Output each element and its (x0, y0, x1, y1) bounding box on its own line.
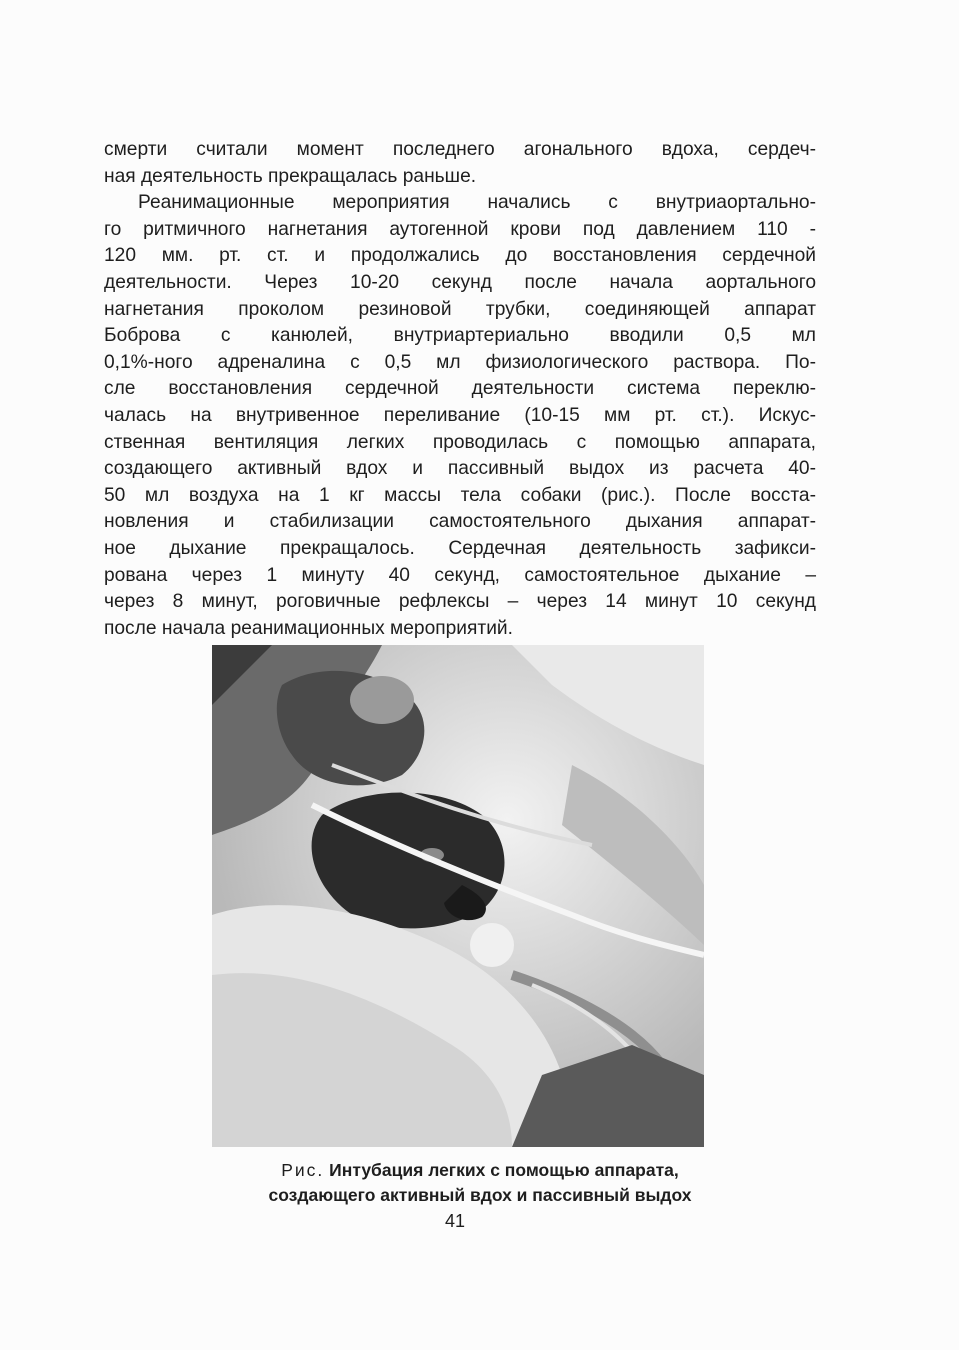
text-line: нагнетания проколом резиновой трубки, соединяющей аппарат (104, 298, 816, 320)
intubation-photo-illustration (212, 645, 704, 1147)
text-line: рована через 1 минуту 40 секунд, самостоятельное дыхание – (104, 564, 816, 586)
text-line: ственная вентиляция легких проводилась с помощью аппарата, (104, 431, 816, 453)
text-line: ное дыхание прекращалось. Сердечная деятельность зафикси- (104, 537, 816, 559)
text-line: 0,1%-ного адреналина с 0,5 мл физиологического раствора. По- (104, 351, 816, 373)
page-number: 41 (444, 1211, 466, 1231)
body-text (104, 137, 816, 642)
text-line: смерти считали момент последнего агонального вдоха, сердеч- (104, 139, 816, 160)
figure-caption (150, 1158, 810, 1208)
text-line: 120 мм. рт. ст. и продолжались до восстановления сердечной (104, 245, 816, 267)
text-line: деятельности. Через 10-20 секунд после начала аортального (104, 271, 816, 293)
text-line: создающего активный вдох и пассивный выдох из расчета 40- (104, 458, 816, 480)
text-line: 50 мл воздуха на 1 кг массы тела собаки (рис.). После восста- (104, 484, 816, 506)
text-line: Реанимационные мероприятия начались с внутриаортально- (138, 192, 816, 214)
caption-title-line-1: Интубация легких с помощью аппарата, (329, 1160, 679, 1180)
text-line: чалась на внутривенное переливание (10-15 мм рт. ст.). Искус- (104, 404, 816, 426)
caption-label: Рис. (281, 1160, 325, 1180)
figure-photo (212, 645, 704, 1147)
text-line: Боброва с канюлей, внутриартериально вводили 0,5 мл (104, 325, 816, 347)
text-line: сле восстановления сердечной деятельности система переклю- (104, 378, 816, 400)
text-line: после начала реанимационных мероприятий. (104, 617, 513, 639)
text-line: новления и стабилизации самостоятельного дыхания аппарат- (104, 511, 816, 533)
text-line: ная деятельность прекращалась раньше. (104, 165, 477, 187)
text-line: через 8 минут, роговичные рефлексы – через 14 минут 10 секунд (104, 591, 816, 613)
caption-title-line-2: создающего активный вдох и пассивный выдох (268, 1185, 692, 1205)
text-line: го ритмичного нагнетания аутогенной крови под давлением 110 - (104, 218, 816, 240)
